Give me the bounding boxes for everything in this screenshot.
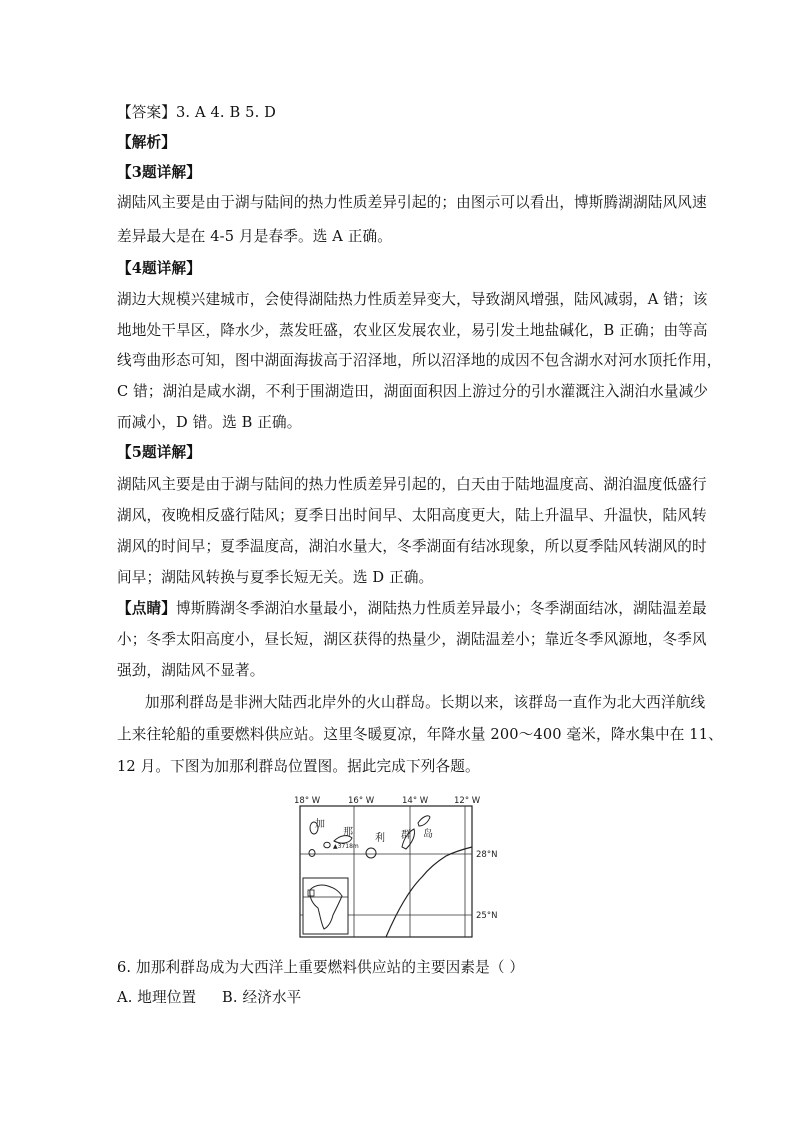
dianjing-text: 博斯腾湖冬季湖泊水量最小，湖陆热力性质差异最小；冬季湖面结冰，湖陆温差最 xyxy=(175,600,707,617)
island-name-char: 利 xyxy=(375,833,385,844)
peak-label: ▲3718m xyxy=(333,843,359,850)
island-name-char: 那 xyxy=(343,827,353,838)
dianjing-label: 【点睛】 xyxy=(117,600,176,617)
island-name-char: 加 xyxy=(315,819,325,830)
question-6-option-a[interactable]: A. 地理位置 xyxy=(117,989,197,1006)
lon-label: 18° W xyxy=(294,796,321,806)
question-6-stem: 6. 加那利群岛成为大西洋上重要燃料供应站的主要因素是（ ） xyxy=(117,959,525,976)
q3-detail-line: 湖陆风主要是由于湖与陆间的热力性质差异引起的；由图示可以看出，博斯腾湖湖陆风风速 xyxy=(117,194,707,211)
lat-label: 25°N xyxy=(476,911,498,921)
q5-detail-line: 湖风的时间早；夏季温度高，湖泊水量大，冬季湖面有结冰现象，所以夏季陆风转湖风的时 xyxy=(117,538,707,555)
q5-detail-heading: 【5题详解】 xyxy=(117,444,202,461)
q5-detail-line: 湖风，夜晚相反盛行陆风；夏季日出时间早、太阳高度更大，陆上升温早、升温快，陆风转 xyxy=(117,507,707,524)
african-coastline xyxy=(386,847,472,937)
q3-detail-heading: 【3题详解】 xyxy=(117,164,202,181)
answer-line: 【答案】3. A 4. B 5. D xyxy=(117,104,277,121)
question-6-option-b[interactable]: B. 经济水平 xyxy=(222,989,302,1006)
island-la-gomera xyxy=(324,842,330,848)
island-name-char: 群 xyxy=(401,830,411,841)
q4-detail-heading: 【4题详解】 xyxy=(117,260,202,277)
island-name-char: 岛 xyxy=(423,829,433,840)
dianjing-line xyxy=(117,599,707,619)
lon-label: 14° W xyxy=(402,796,429,806)
intro-paragraph-line: 12 月。下图为加那利群岛位置图。据此完成下列各题。 xyxy=(117,758,480,775)
q4-detail-line: 地地处干旱区，降水少，蒸发旺盛，农业区发展农业，易引发土地盐碱化，B 正确；由等高 xyxy=(117,322,708,339)
dianjing-line: 小；冬季太阳高度小，昼长短，湖区获得的热量少，湖陆温差小；靠近冬季风源地，冬季风 xyxy=(117,631,707,648)
q4-detail-line: 而减小，D 错。选 B 正确。 xyxy=(117,414,302,431)
intro-paragraph-line: 上来往轮船的重要燃料供应站。这里冬暖夏凉，年降水量 200～400 毫米，降水集中在 11、 xyxy=(117,726,723,743)
canary-islands-location-map xyxy=(288,793,503,939)
q4-detail-line: C 错；湖泊是咸水湖，不利于围湖造田，湖面面积因上游过分的引水灌溉注入湖泊水量减少 xyxy=(117,383,709,400)
q4-detail-line: 湖边大规模兴建城市，会使得湖陆热力性质差异变大，导致湖风增强，陆风减弱，A 错；该 xyxy=(117,291,708,308)
africa-inset-frame xyxy=(303,878,348,934)
q5-detail-line: 湖陆风主要是由于湖与陆间的热力性质差异引起的，白天由于陆地温度高、湖泊温度低盛行 xyxy=(117,476,707,493)
island-gran-canaria xyxy=(366,848,376,858)
island-el-hierro xyxy=(309,850,315,857)
island-lanzarote xyxy=(418,816,430,826)
q3-detail-line: 差异最大是在 4-5 月是春季。选 A 正确。 xyxy=(117,228,392,245)
q5-detail-line: 间早；湖陆风转换与夏季长短无关。选 D 正确。 xyxy=(117,569,434,586)
intro-paragraph-line: 加那利群岛是非洲大陆西北岸外的火山群岛。长期以来，该群岛一直作为北大西洋航线 xyxy=(145,694,706,711)
q4-detail-line: 线弯曲形态可知，图中湖面海拔高于沼泽地，所以沼泽地的成因不包含湖水对河水顶托作用， xyxy=(117,352,722,369)
lat-label: 28°N xyxy=(476,850,498,860)
lon-label: 16° W xyxy=(348,796,375,806)
map-figure xyxy=(288,793,503,939)
dianjing-line: 强劲，湖陆风不显著。 xyxy=(117,662,265,679)
analysis-heading: 【解析】 xyxy=(117,134,176,151)
lon-label: 12° W xyxy=(454,796,481,806)
